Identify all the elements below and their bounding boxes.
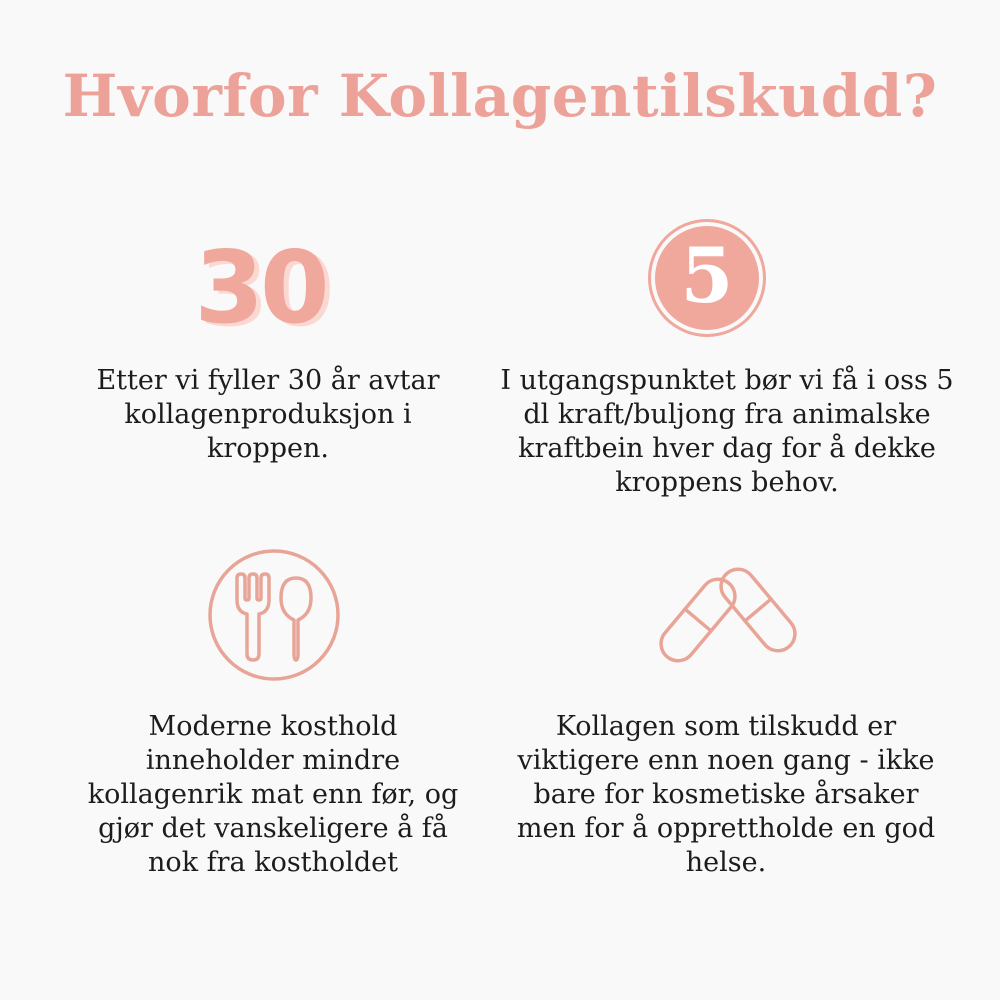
item-1-text: Etter vi fyller 30 år avtar kollagenproduksjon i kroppen. <box>96 365 440 464</box>
number-5: 5 <box>680 231 734 320</box>
number-5-badge <box>655 226 759 330</box>
number-30: 30 <box>194 229 326 346</box>
capsules-icon <box>650 552 806 672</box>
item-2-text: I utgangspunktet bør vi få i oss 5 dl kraft/buljong fra animalske kraftbein hver dag for å dekke kroppens behov. <box>500 365 954 498</box>
item-4-text: Kollagen som tilskudd er viktigere enn noen gang - ikke bare for kosmetiske årsaker men for å opprettholde en god helse. <box>516 711 936 878</box>
page-title: Hvorfor Kollagentilskudd? <box>62 62 938 130</box>
item-3-text: Moderne kosthold inneholder mindre kollagenrik mat enn før, og gjør det vanskeligere å få nok fra kostholdet <box>87 711 459 878</box>
fork-spoon-icon <box>207 548 341 682</box>
